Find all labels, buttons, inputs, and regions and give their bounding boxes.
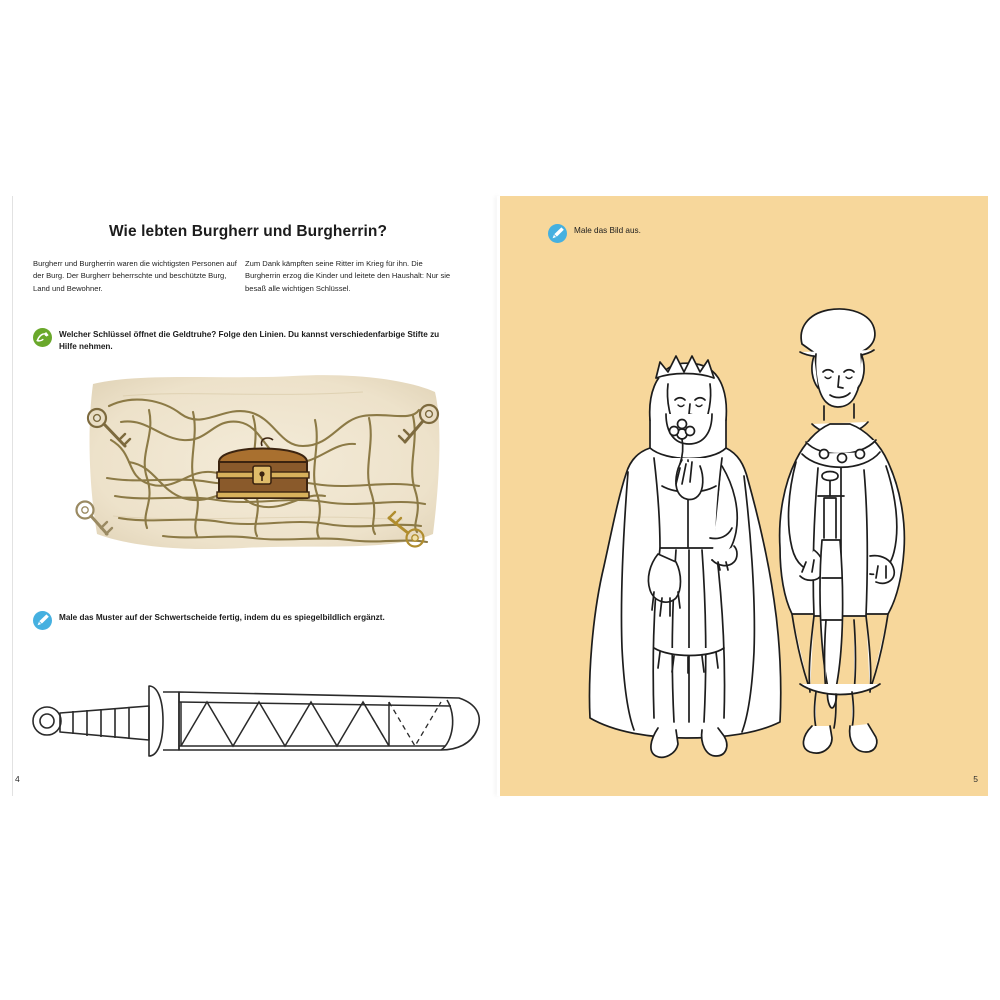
right-page — [500, 196, 988, 796]
sword-with-zigzag-scabbard-pattern — [21, 658, 491, 778]
intro-paragraph-1: Burgherr und Burgherrin waren die wichtigsten Personen auf der Burg. Der Burgherr beherrschte und beschützte Burg, Land und Bewohner. — [33, 259, 237, 293]
maze-with-keys-and-treasure-chest — [63, 366, 463, 591]
page-title: Wie lebten Burgherr und Burgherrin? — [108, 223, 388, 240]
figures-line-drawing — [530, 248, 960, 778]
pencil-scribble-icon — [33, 328, 52, 347]
page-number-right: 5 — [973, 774, 978, 784]
intro-paragraph-2: Zum Dank kämpften seine Ritter im Krieg für ihn. Die Burgherrin erzog die Kinder und leitete den Haushalt: Nur sie besaß alle wichtigen Schlüssel. — [245, 259, 451, 293]
crayon-icon — [33, 611, 52, 630]
task-color-label: Male das Bild aus. — [574, 226, 641, 235]
page-number-left: 4 — [15, 774, 20, 784]
line-drawing-nobleman-burgherr-with-sword — [780, 309, 905, 753]
left-page — [12, 196, 499, 796]
task-keys-label: Welcher Schlüssel öffnet die Geldtruhe? Folge den Linien. Du kannst verschiedenfarbige Stifte zu Hilfe nehmen. — [59, 330, 440, 352]
line-drawing-noblewoman-burgherrin — [590, 356, 781, 757]
task-sword-label: Male das Muster auf der Schwertscheide fertig, indem du es spiegelbildlich ergänzt. — [59, 613, 385, 622]
crayon-icon — [548, 224, 567, 243]
